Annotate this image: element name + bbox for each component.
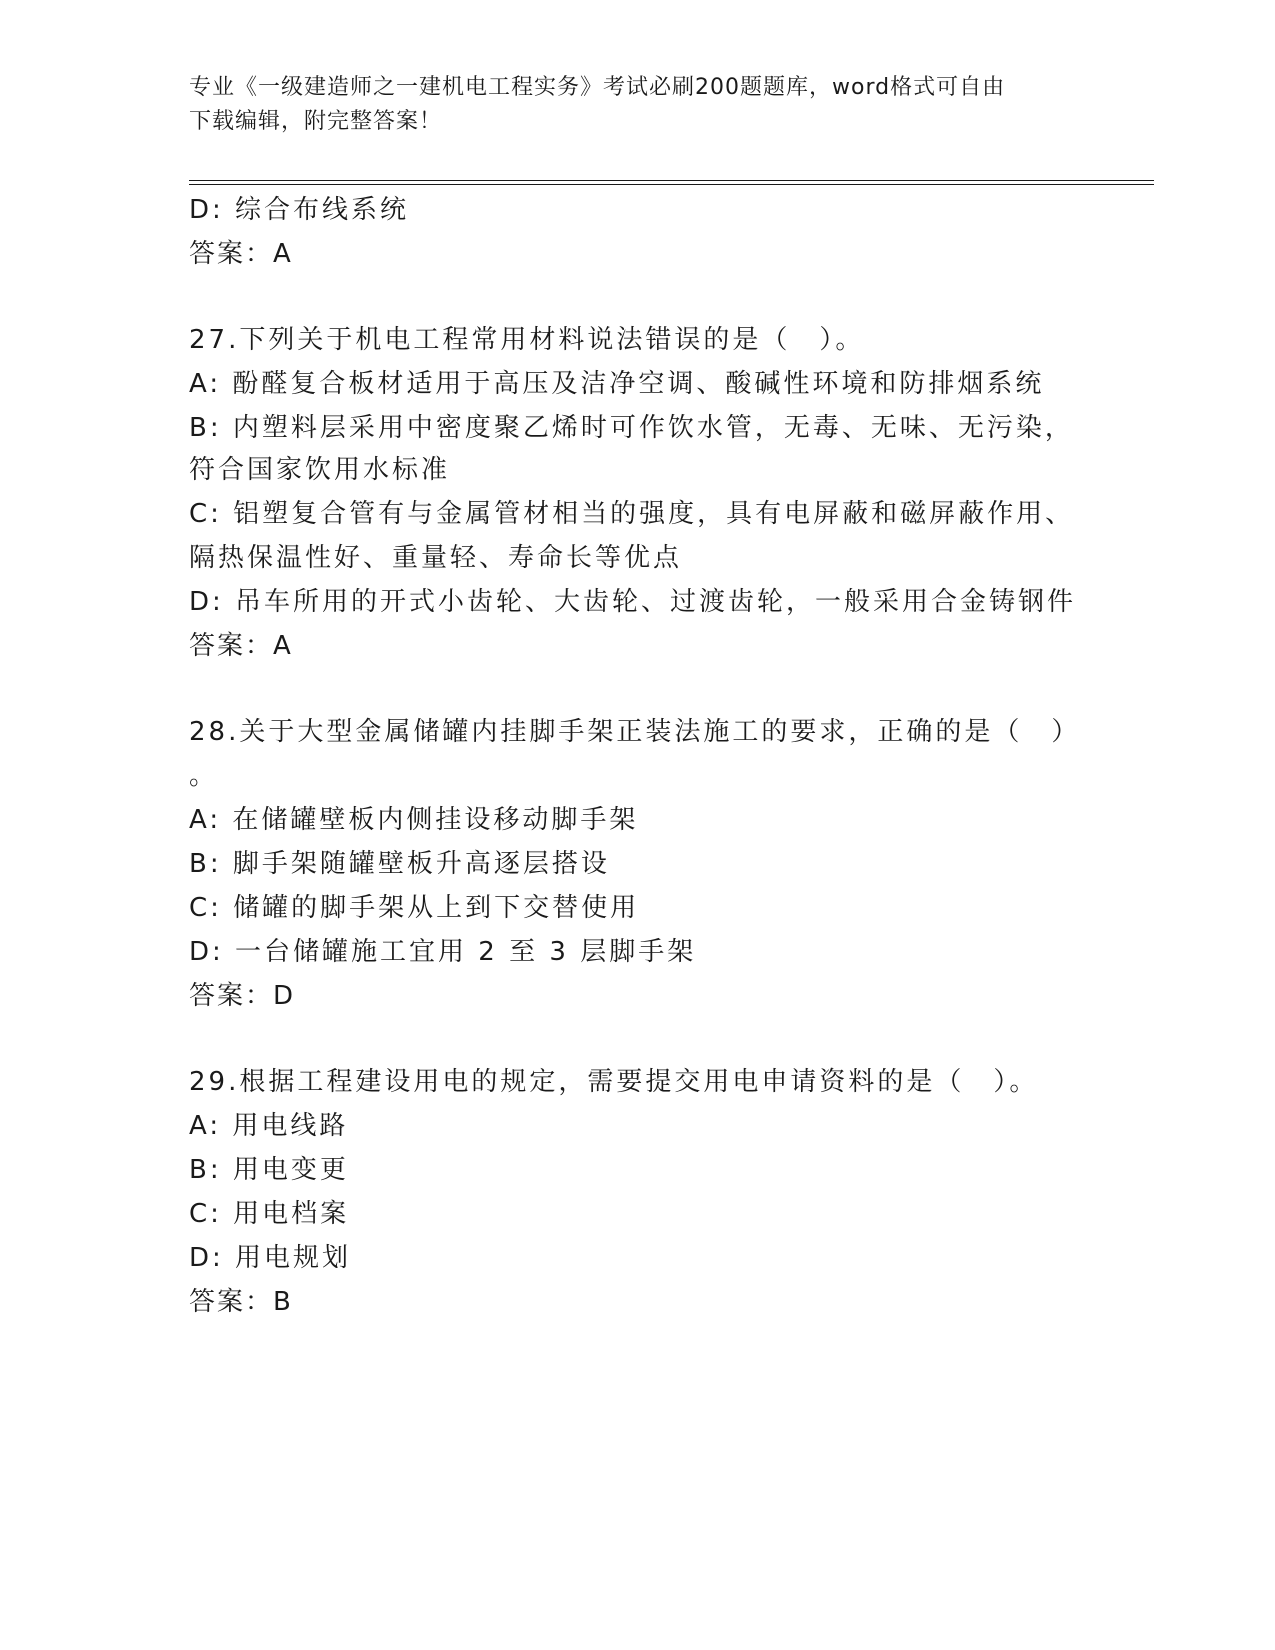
q29-option-d: D: 用电规划	[189, 1243, 352, 1273]
q26-option-d: D: 综合布线系统	[189, 195, 410, 225]
q28-stem-line-1: 28.关于大型金属储罐内挂脚手架正装法施工的要求，正确的是（ ）	[189, 717, 1081, 747]
q29-option-b: B: 用电变更	[189, 1155, 349, 1185]
q27-option-b-line-2: 符合国家饮用水标准	[189, 455, 451, 485]
q27-stem: 27.下列关于机电工程常用材料说法错误的是（ ）。	[189, 325, 865, 355]
q29-stem: 29.根据工程建设用电的规定，需要提交用电申请资料的是（ ）。	[189, 1067, 1039, 1097]
q27-answer: 答案：A	[189, 631, 293, 661]
q28-option-d: D: 一台储罐施工宜用 2 至 3 层脚手架	[189, 937, 697, 967]
q28-option-c: C: 储罐的脚手架从上到下交替使用	[189, 893, 640, 923]
q28-stem-line-2: 。	[189, 761, 219, 791]
q27-option-d: D: 吊车所用的开式小齿轮、大齿轮、过渡齿轮，一般采用合金铸钢件	[189, 587, 1077, 617]
q28-option-b: B: 脚手架随罐壁板升高逐层搭设	[189, 849, 610, 879]
q28-option-a: A: 在储罐壁板内侧挂设移动脚手架	[189, 805, 639, 835]
q27-option-b-line-1: B: 内塑料层采用中密度聚乙烯时可作饮水管，无毒、无味、无污染，	[189, 413, 1074, 443]
q27-option-a: A: 酚醛复合板材适用于高压及洁净空调、酸碱性环境和防排烟系统	[189, 369, 1045, 399]
header-divider-bottom	[189, 184, 1154, 185]
q29-option-c: C: 用电档案	[189, 1199, 350, 1229]
q29-answer: 答案：B	[189, 1287, 293, 1317]
q26-answer: 答案：A	[189, 239, 293, 269]
header-divider-top	[189, 180, 1154, 181]
q27-option-c-line-1: C: 铝塑复合管有与金属管材相当的强度，具有电屏蔽和磁屏蔽作用、	[189, 499, 1075, 529]
header-title-line-1: 专业《一级建造师之一建机电工程实务》考试必刷200题题库，word格式可自由	[189, 75, 1006, 100]
header-title-line-2: 下载编辑，附完整答案！	[189, 109, 443, 134]
q29-option-a: A: 用电线路	[189, 1111, 349, 1141]
q27-option-c-line-2: 隔热保温性好、重量轻、寿命长等优点	[189, 543, 683, 573]
q28-answer: 答案：D	[189, 981, 296, 1011]
